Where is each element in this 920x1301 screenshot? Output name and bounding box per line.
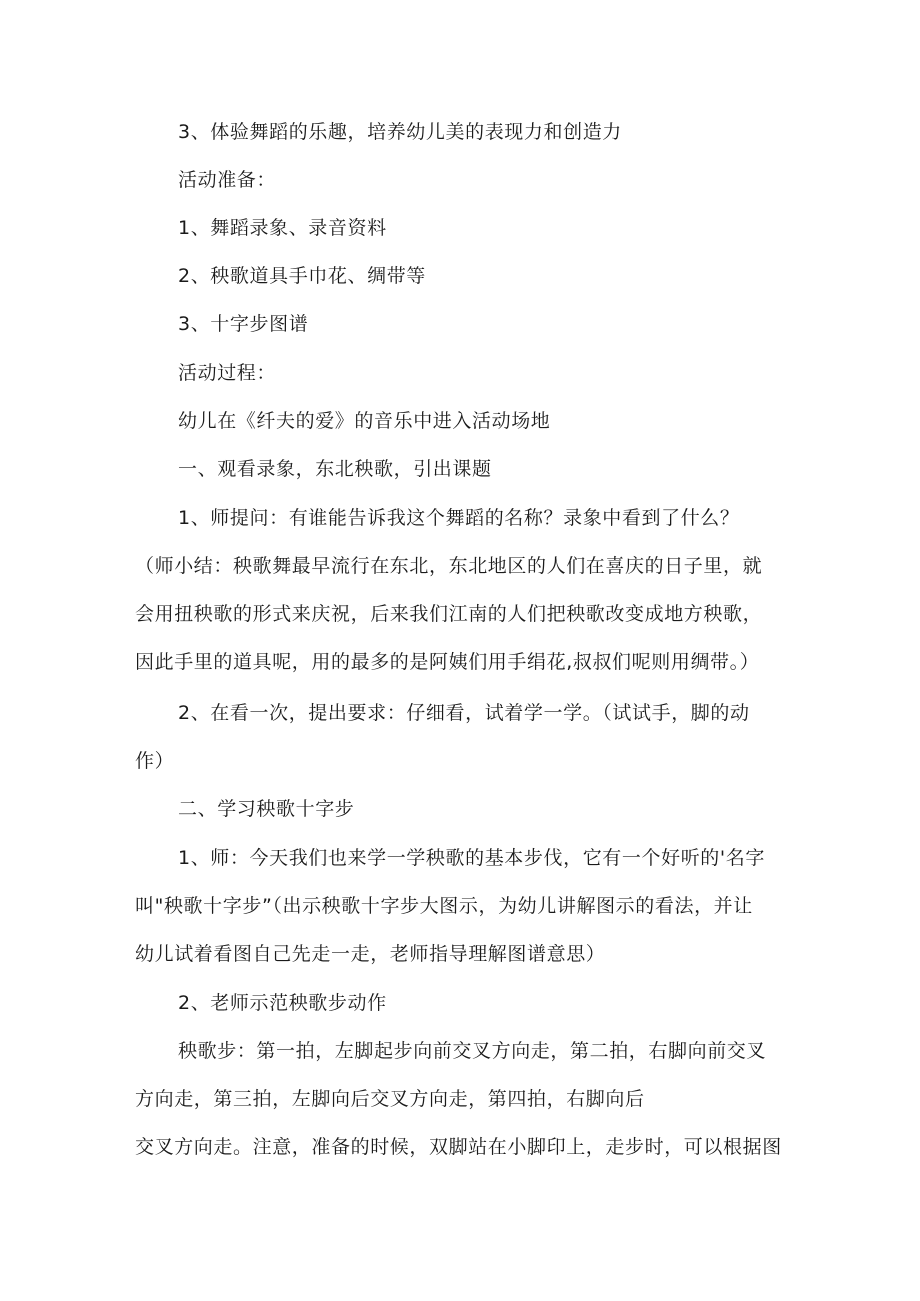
step-description-3: 交叉方向走。注意，准备的时候，双脚站在小脚印上，走步时，可以根据图 <box>135 1136 782 1158</box>
heading-preparation: 活动准备： <box>178 169 277 191</box>
summary-line-1: （师小结：秧歌舞最早流行在东北，东北地区的人们在喜庆的日子里，就 <box>135 555 763 577</box>
section-2-step-1-cont: 叫"秧歌十字步”（出示秧歌十字步大图示，为幼儿讲解图示的看法，并让 <box>135 895 753 917</box>
section-1-step-2: 2、在看一次，提出要求：仔细看，试着学一学。（试试手，脚的动 <box>178 702 750 724</box>
step-description-1: 秧歌步：第一拍，左脚起步向前交叉方向走，第二拍，右脚向前交叉 <box>178 1040 767 1062</box>
summary-line-2: 会用扭秧歌的形式来庆祝，后来我们江南的人们把秧歌改变成地方秧歌， <box>135 603 763 625</box>
section-2-heading: 二、学习秧歌十字步 <box>178 798 355 820</box>
step-description-2: 方向走，第三拍，左脚向后交叉方向走，第四拍，右脚向后 <box>135 1088 645 1110</box>
heading-process: 活动过程： <box>178 362 277 384</box>
preparation-item-3: 3、十字步图谱 <box>178 313 309 335</box>
section-1-heading: 一、观看录象，东北秧歌，引出课题 <box>178 458 492 480</box>
process-intro: 幼儿在《纤夫的爱》的音乐中进入活动场地 <box>178 410 551 432</box>
summary-line-3: 因此手里的道具呢，用的最多的是阿姨们用手绢花,叔叔们呢则用绸带。） <box>135 651 760 673</box>
section-2-step-2: 2、老师示范秧歌步动作 <box>178 992 387 1014</box>
objective-3: 3、体验舞蹈的乐趣，培养幼儿美的表现力和创造力 <box>178 121 622 143</box>
section-1-step-2-cont: 作） <box>135 750 175 772</box>
section-2-step-1: 1、师：今天我们也来学一学秧歌的基本步伐，它有一个好听的'名字 <box>178 847 765 869</box>
preparation-item-1: 1、舞蹈录象、录音资料 <box>178 217 387 239</box>
preparation-item-2: 2、秧歌道具手巾花、绸带等 <box>178 265 426 287</box>
section-1-step-1: 1、师提问：有谁能告诉我这个舞蹈的名称？录象中看到了什么？ <box>178 507 740 529</box>
section-2-step-1-cont2: 幼儿试着看图自己先走一走，老师指导理解图谱意思） <box>135 943 606 965</box>
